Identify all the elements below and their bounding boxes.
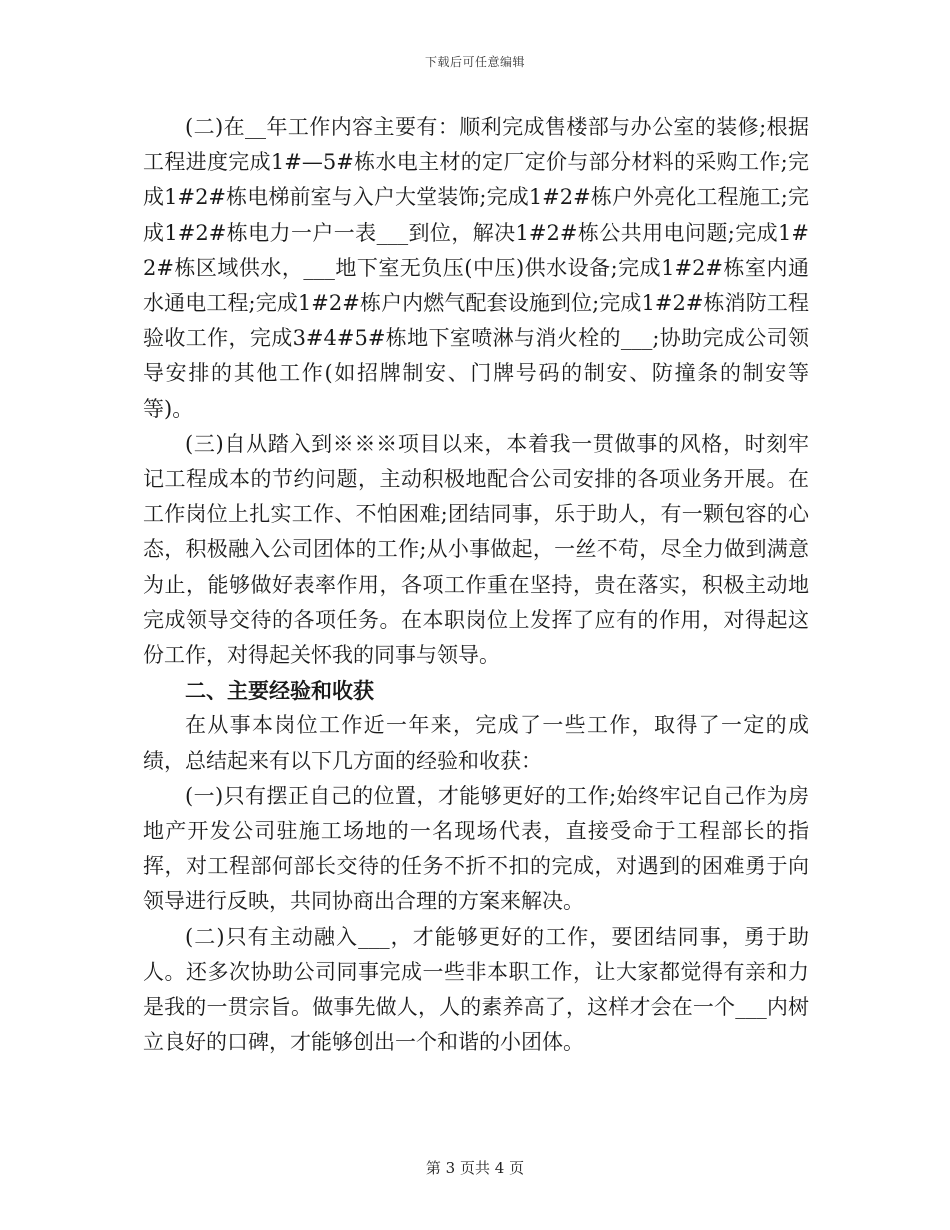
paragraph-experience-one: (一)只有摆正自己的位置，才能够更好的工作;始终牢记自己作为房地产开发公司驻施工场地的一名现场代表，直接受命于工程部长的指挥，对工程部何部长交待的任务不折不扣的完成，对遇到的困难勇于向领导进行反映，共同协商出合理的方案来解决。: [143, 783, 809, 914]
paragraph-experience-intro: 在从事本岗位工作近一年来，完成了一些工作，取得了一定的成绩，总结起来有以下几方面的经验和收获：: [143, 713, 809, 773]
page-number: 第 3 页共 4 页: [425, 1159, 525, 1177]
page-header: 下载后可任意编辑: [424, 55, 525, 69]
paragraph-work-content: (二)在__年工作内容主要有：顺利完成售楼部与办公室的装修;根据工程进度完成1#—5#栋水电主材的定厂定价与部分材料的采购工作;完成1#2#栋电梯前室与入户大堂装饰;完成1#2#栋户外亮化工程施工;完成1#2#栋电力一户一表___到位，解决1#2#栋公共用电问题;完成1#2#栋区域供水，___地下室无负压(中压)供水设备;完成1#2#栋室内通水通电工程;完成1#2#栋户内燃气配套设施到位;完成1#2#栋消防工程验收工作，完成3#4#5#栋地下室喷淋与消火栓的___;协助完成公司领导安排的其他工作(如招牌制安、门牌号码的制安、防撞条的制安等等)。: [143, 115, 809, 421]
document-body: [143, 110, 809, 1060]
paragraph-work-attitude: (三)自从踏入到※※※项目以来，本着我一贯做事的风格，时刻牢记工程成本的节约问题，主动积极地配合公司安排的各项业务开展。在工作岗位上扎实工作、不怕困难;团结同事，乐于助人，有一颗包容的心态，积极融入公司团体的工作;从小事做起，一丝不苟，尽全力做到满意为止，能够做好表率作用，各项工作重在坚持，贵在落实，积极主动地完成领导交待的各项任务。在本职岗位上发挥了应有的作用，对得起这份工作，对得起关怀我的同事与领导。: [143, 431, 809, 668]
section-heading: 二、主要经验和收获: [185, 678, 374, 704]
paragraph-experience-two: (二)只有主动融入___，才能够更好的工作，要团结同事，勇于助人。还多次协助公司同事完成一些非本职工作，让大家都觉得有亲和力是我的一贯宗旨。做事先做人，人的素养高了，这样才会在一个___内树立良好的口碑，才能够创出一个和谐的小团体。: [143, 924, 809, 1055]
